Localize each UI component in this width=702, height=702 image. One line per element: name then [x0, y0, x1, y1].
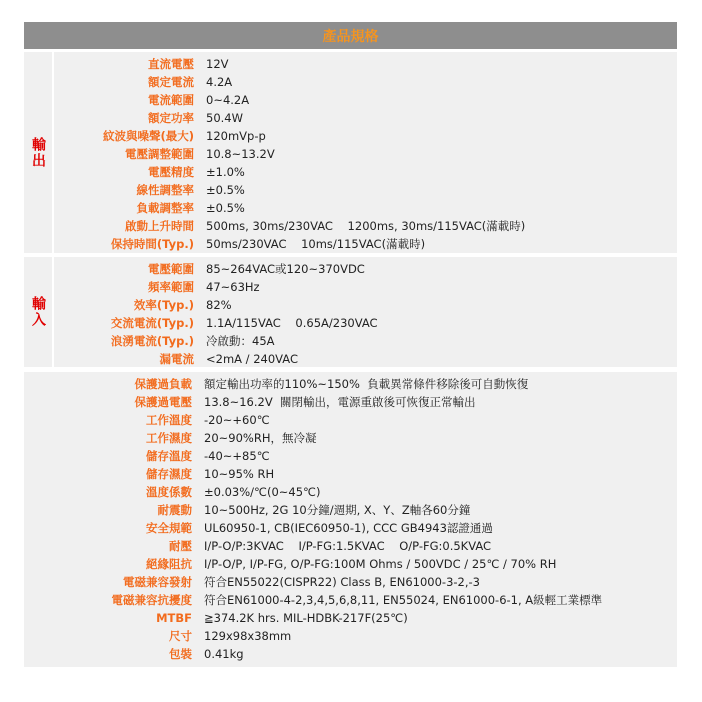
spec-label: 溫度係數	[146, 485, 192, 499]
spec-value: 82%	[206, 298, 232, 312]
spec-row	[54, 163, 677, 181]
spec-row	[52, 411, 677, 429]
spec-row	[52, 627, 677, 645]
spec-label: 漏電流	[159, 352, 194, 366]
spec-label: 額定功率	[148, 111, 194, 125]
spec-value: 50.4W	[206, 111, 243, 125]
spec-value: ≧374.2K hrs. MIL-HDBK-217F(25℃)	[204, 611, 408, 625]
input-label: 輸入	[30, 296, 46, 328]
spec-title: 產品規格	[322, 28, 379, 45]
spec-row	[54, 314, 677, 332]
spec-label: 頻率範圍	[148, 280, 194, 294]
spec-row	[54, 109, 677, 127]
spec-label: 保護過負載	[134, 377, 192, 391]
spec-label: 直流電壓	[148, 57, 194, 71]
spec-row	[52, 501, 677, 519]
spec-value: 冷啟動：45A	[206, 334, 275, 348]
spec-label: 負載調整率	[136, 201, 194, 215]
spec-label: 耐壓	[169, 539, 192, 553]
spec-row	[54, 350, 677, 368]
spec-row	[54, 73, 677, 91]
spec-label: 安全規範	[146, 521, 192, 535]
spec-row	[52, 375, 677, 393]
spec-label: 啟動上升時間	[125, 219, 194, 233]
spec-label: 電磁兼容抗擾度	[111, 593, 192, 607]
output-label: 輸出	[30, 136, 46, 169]
spec-row	[54, 127, 677, 145]
spec-label: 尺寸	[169, 629, 192, 643]
spec-value: UL60950-1, CB(IEC60950-1), CCC GB4943認證通過	[204, 521, 493, 535]
spec-row	[54, 332, 677, 350]
spec-label: 效率(Typ.)	[133, 298, 194, 312]
spec-value: 0.41kg	[204, 647, 244, 661]
spec-label: 額定電流	[148, 75, 194, 89]
spec-value: 20~90%RH，無冷凝	[204, 431, 317, 445]
spec-row	[54, 91, 677, 109]
spec-label: 絕緣阻抗	[146, 557, 192, 571]
spec-label: 工作溫度	[146, 413, 192, 427]
spec-label: 保持時間(Typ.)	[110, 237, 194, 251]
spec-row	[54, 235, 677, 253]
spec-value: I/P-O/P:3KVAC I/P-FG:1.5KVAC O/P-FG:0.5KVAC	[204, 539, 492, 553]
spec-table-header	[24, 22, 677, 49]
spec-value: 10.8~13.2V	[206, 147, 275, 161]
spec-value: 0~4.2A	[206, 93, 250, 107]
section-side-label	[24, 372, 52, 667]
spec-value: 47~63Hz	[206, 280, 260, 294]
spec-row	[54, 278, 677, 296]
spec-row	[52, 573, 677, 591]
spec-row	[54, 217, 677, 235]
spec-row	[54, 145, 677, 163]
spec-row	[52, 465, 677, 483]
spec-label: 電壓精度	[148, 165, 194, 179]
spec-value: 50ms/230VAC 10ms/115VAC(滿載時)	[206, 237, 426, 251]
spec-value: ±0.5%	[206, 201, 245, 215]
spec-value: 85~264VAC或120~370VDC	[206, 262, 365, 276]
spec-value: ±1.0%	[206, 165, 245, 179]
spec-value: 129x98x38mm	[204, 629, 292, 643]
spec-value: 符合EN55022(CISPR22) Class B, EN61000-3-2,-3	[204, 575, 480, 589]
other-section	[24, 372, 677, 667]
spec-label: 工作濕度	[146, 431, 192, 445]
spec-value: 500ms, 30ms/230VAC 1200ms, 30ms/115VAC(滿載時)	[206, 219, 526, 233]
spec-row	[52, 645, 677, 663]
spec-label: 包裝	[169, 647, 192, 661]
spec-row	[52, 429, 677, 447]
spec-value: 額定輸出功率的110%~150% 負載異常條件移除後可自動恢復	[204, 377, 529, 391]
spec-row	[54, 181, 677, 199]
spec-row	[54, 55, 677, 73]
spec-row	[52, 483, 677, 501]
spec-value: -40~+85℃	[204, 449, 270, 463]
spec-label: 耐震動	[157, 503, 192, 517]
spec-value: 10~95% RH	[204, 467, 275, 481]
spec-row	[52, 591, 677, 609]
spec-row	[54, 296, 677, 314]
spec-value: I/P-O/P, I/P-FG, O/P-FG:100M Ohms / 500VDC / 25℃ / 70% RH	[204, 557, 557, 571]
spec-row	[52, 447, 677, 465]
spec-label: 儲存溫度	[146, 449, 192, 463]
output-section	[24, 52, 677, 253]
spec-rows	[52, 372, 677, 667]
spec-value: 4.2A	[206, 75, 233, 89]
spec-label: 電流範圍	[148, 93, 194, 107]
section-side-label	[24, 257, 54, 367]
spec-label: 電壓範圍	[148, 262, 194, 276]
spec-row	[52, 393, 677, 411]
spec-value: -20~+60℃	[204, 413, 270, 427]
spec-row	[52, 609, 677, 627]
spec-label: 浪湧電流(Typ.)	[110, 334, 194, 348]
spec-label: 電壓調整範圍	[125, 147, 194, 161]
spec-value: 10~500Hz, 2G 10分鐘/週期, X、Y、Z軸各60分鐘	[204, 503, 471, 517]
spec-label: 紋波與噪聲(最大)	[102, 129, 194, 143]
spec-label: 線性調整率	[136, 183, 194, 197]
spec-value: <2mA / 240VAC	[206, 352, 298, 366]
spec-label: 儲存濕度	[146, 467, 192, 481]
spec-value: 12V	[206, 57, 229, 71]
section-side-label	[24, 52, 54, 253]
spec-value: ±0.5%	[206, 183, 245, 197]
spec-value: 13.8~16.2V 關閉輸出，電源重啟後可恢復正常輸出	[204, 395, 476, 409]
spec-rows	[54, 52, 677, 253]
spec-row	[54, 199, 677, 217]
spec-value: 符合EN61000-4-2,3,4,5,6,8,11, EN55024, EN61000-6-1, A級輕工業標準	[204, 593, 603, 607]
spec-row	[52, 519, 677, 537]
spec-value: ±0.03%/℃(0~45℃)	[204, 485, 321, 499]
spec-row	[52, 555, 677, 573]
spec-row	[54, 260, 677, 278]
spec-row	[52, 537, 677, 555]
spec-label: 交流電流(Typ.)	[110, 316, 194, 330]
spec-rows	[54, 257, 677, 367]
spec-label: 電磁兼容發射	[123, 575, 192, 589]
spec-value: 1.1A/115VAC 0.65A/230VAC	[206, 316, 378, 330]
input-section	[24, 257, 677, 367]
spec-value: 120mVp-p	[206, 129, 266, 143]
spec-label: MTBF	[156, 611, 192, 625]
spec-label: 保護過電壓	[134, 395, 192, 409]
